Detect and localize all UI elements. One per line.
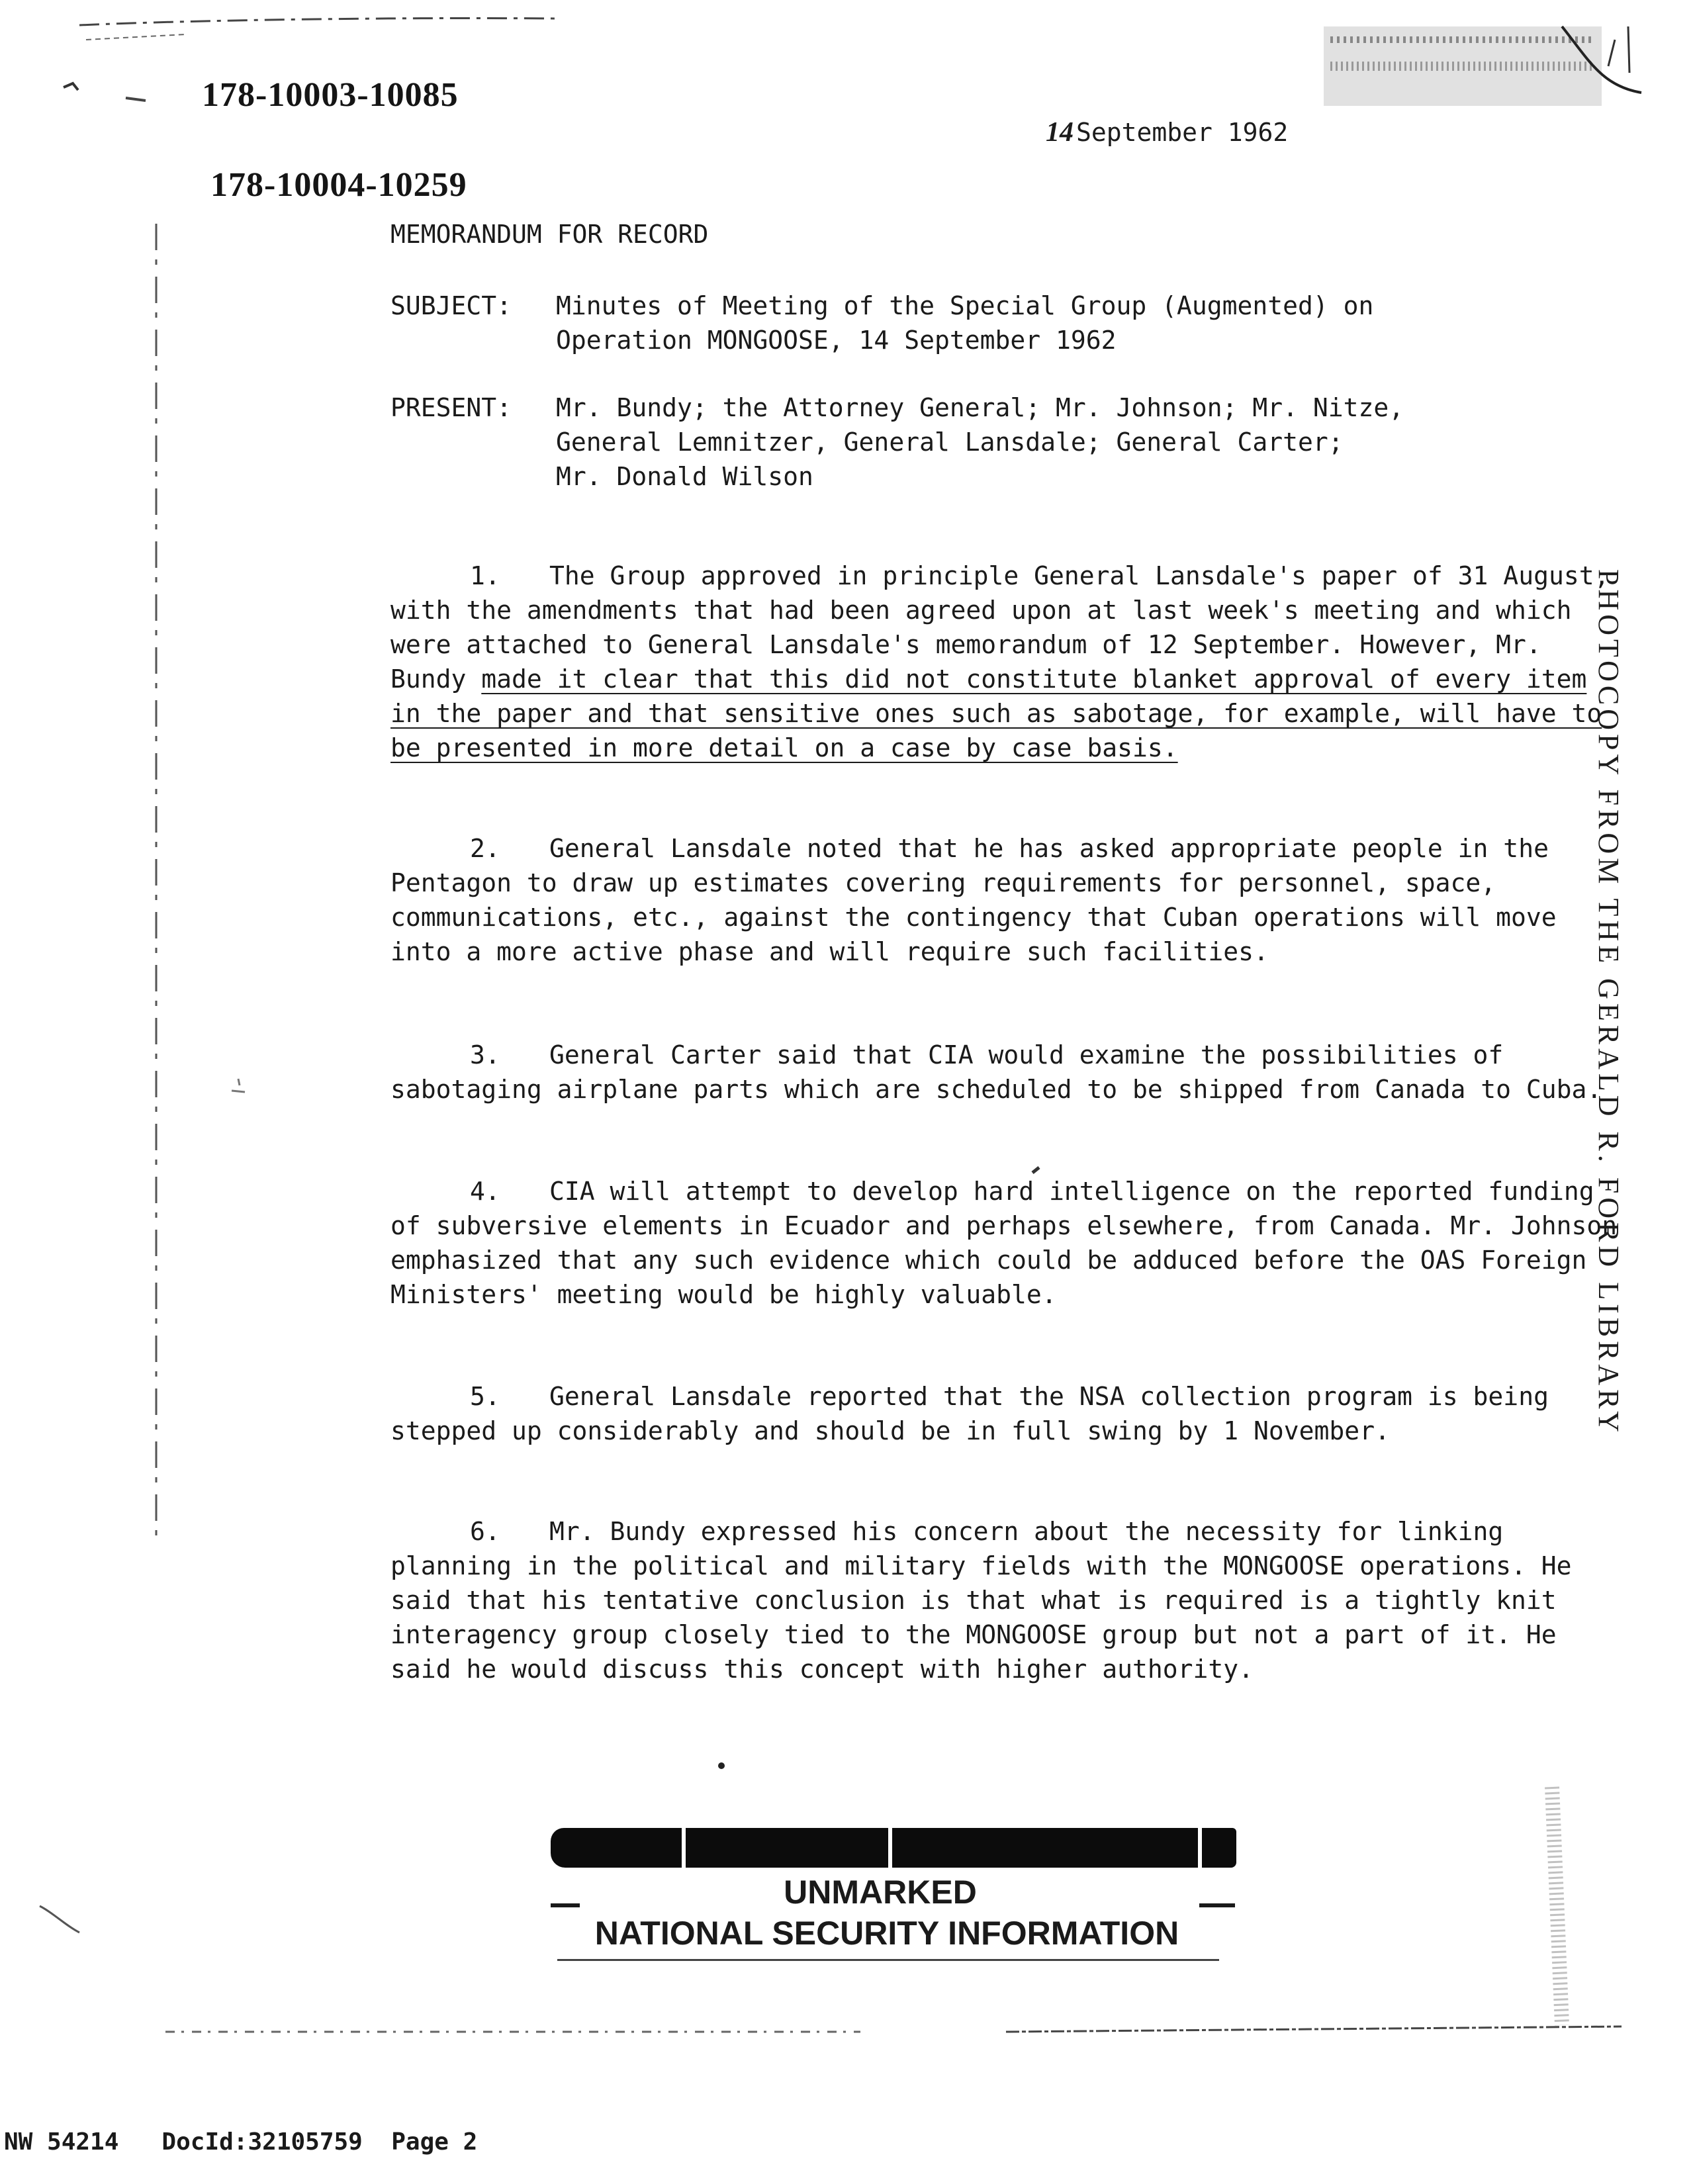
date-day-handwritten: 14 [1046,117,1074,148]
memo-title: MEMORANDUM FOR RECORD [390,220,709,249]
marking-dash-right [1199,1903,1235,1907]
redaction-bar-seam [1198,1828,1202,1868]
paragraph-number: 1. [470,561,500,590]
paragraph-number: 2. [470,834,500,863]
subject-label: SUBJECT: [390,291,512,320]
library-photocopy-stamp: PHOTOCOPY FROM THE GERALD R. FORD LIBRARY [1592,569,1625,1436]
paragraph-text: General Lansdale reported that the NSA collection program is being stepped up considerably and should be in full swing by 1 November. [390,1382,1549,1445]
marking-underline [557,1959,1219,1961]
paragraph-text: The Group approved in principle General Lansdale's paper of 31 August, with the amendments that had been agreed upon at last week's meeting and which were attached to General Lansdale's memorandum of 12 September. However, Mr. Bundy [390,561,1610,694]
redaction-bar-seam [888,1828,892,1868]
paragraph-number: 3. [470,1040,500,1069]
paragraph-1 [390,559,1622,765]
paragraph-text: CIA will attempt to develop hard intelligence on the reported funding of subversive elements in Ecuador and perhaps elsewhere, from Canada. Mr. Johnson emphasized that any such evidence which could be adduced before the OAS Foreign Ministers' meeting would be highly valuable. [390,1177,1618,1309]
redaction-bar [551,1828,1236,1868]
document-id-primary: 178-10003-10085 [202,76,459,114]
marking-dash-left [551,1903,580,1907]
paragraph-4 [390,1174,1622,1312]
present-value: Mr. Bundy; the Attorney General; Mr. Johnson; Mr. Nitze, General Lemnitzer, General Lansdale; General Carter; Mr. Donald Wilson [556,393,1404,491]
paragraph-3 [390,1038,1622,1107]
subject-value: Minutes of Meeting of the Special Group (Augmented) on Operation MONGOOSE, 14 September 1962 [556,291,1374,355]
paragraph-text: General Lansdale noted that he has asked appropriate people in the Pentagon to draw up estimates covering requirements for personnel, space, communications, etc., against the contingency that Cuban operations will move into a more active phase and will require such facilities. [390,834,1557,966]
paragraph-2 [390,831,1622,969]
page-footer [4,2128,477,2156]
footer-nw-number: NW 54214 [4,2128,119,2156]
paragraph-number: 4. [470,1177,500,1206]
classification-unmarked: UNMARKED [784,1874,977,1911]
memo-date [1046,116,1288,148]
classification-national-security: NATIONAL SECURITY INFORMATION [594,1915,1179,1952]
document-id-secondary: 178-10004-10259 [210,166,467,204]
footer-doc-id: DocId:32105759 [161,2128,363,2156]
paragraph-number: 5. [470,1382,500,1411]
present-label: PRESENT: [390,393,512,422]
date-month-year: September 1962 [1076,118,1289,147]
paragraph-text: General Carter said that CIA would examine the possibilities of sabotaging airplane parts which are scheduled to be shipped from Canada to Cuba. [390,1040,1602,1104]
paragraph-text: Mr. Bundy expressed his concern about the necessity for linking planning in the political and military fields with the MONGOOSE operations. He said that his tentative conclusion is that what is required is a tightly knit interagency group closely tied to the MONGOOSE group but not a part of it. He said he would discuss this concept with higher authority. [390,1517,1572,1684]
paragraph-6 [390,1514,1622,1686]
paragraph-number: 6. [470,1517,500,1546]
paragraph-5 [390,1379,1622,1448]
paragraph-underlined-text: made it clear that this did not constitute blanket approval of every item in the paper and that sensitive ones such as sabotage, for example, will have to be presented in more detail on a case by case basis. [390,664,1602,762]
redaction-bar-seam [682,1828,686,1868]
footer-page: Page 2 [391,2128,478,2156]
